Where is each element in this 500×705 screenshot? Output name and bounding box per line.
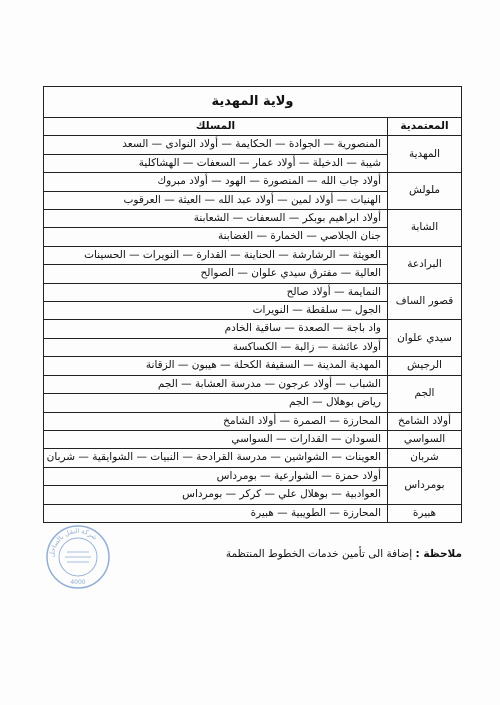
table-row — [44, 210, 462, 228]
delegation-cell: سيدي علوان — [388, 320, 462, 357]
route-cell: العالية — مفترق سيدي علوان — الصوالح — [44, 265, 388, 283]
delegation-cell: المهدية — [388, 136, 462, 173]
delegation-cell: الجم — [388, 375, 462, 412]
header-delegation: المعتمدية — [388, 118, 462, 136]
route-cell: أولاد جاب الله — المنصورة — الهود — أولاد مبروك — [44, 173, 388, 191]
delegation-cell: أولاد الشامخ — [388, 412, 462, 430]
route-cell: العويثة — الرشارشة — الحناينة — القدارة — النويرات — الحسينات — [44, 246, 388, 264]
route-cell: السودان — القدارات — السواسي — [44, 430, 388, 448]
delegation-cell: هبيرة — [388, 504, 462, 522]
table-row — [44, 467, 462, 485]
note-text: إضافة الى تأمين خدمات الخطوط المنتظمة — [225, 548, 413, 560]
table-row — [44, 136, 462, 154]
route-cell: النمايمة — أولاد صالح — [44, 283, 388, 301]
table-row — [44, 320, 462, 338]
route-cell: شيبة — الدخيلة — أولاد عمار — السعفات — الهشاكلية — [44, 154, 388, 172]
route-cell: أولاد عائشة — زالبة — الكساكسة — [44, 338, 388, 356]
table-row — [44, 449, 462, 467]
delegation-cell: الشابة — [388, 210, 462, 247]
table-row — [44, 504, 462, 522]
table-row — [44, 173, 462, 191]
delegation-cell: الرجيش — [388, 357, 462, 375]
company-stamp — [45, 524, 111, 590]
route-cell: الهنيات — أولاد لمين — أولاد عبد الله — العيثة — العرقوب — [44, 191, 388, 209]
delegation-cell: السواسي — [388, 430, 462, 448]
note — [190, 548, 462, 560]
delegation-cell: قصور الساف — [388, 283, 462, 320]
route-cell: أولاد ابراهيم بوبكر — السعفات — الشعابنة — [44, 210, 388, 228]
table-row — [44, 246, 462, 264]
delegation-cell: بومرداس — [388, 467, 462, 504]
header-route: المسلك — [44, 118, 388, 136]
routes-table — [43, 86, 462, 523]
table-title: ولاية المهدية — [44, 87, 462, 118]
route-cell: أولاد حمزة — الشوارعية — بومرداس — [44, 467, 388, 485]
route-cell: المهدية المدينة — السقيفة الكحلة — هيبون — الزقانة — [44, 357, 388, 375]
route-cell: المحارزة — الصمرة — أولاد الشامخ — [44, 412, 388, 430]
table-row — [44, 430, 462, 448]
header-row — [44, 118, 462, 136]
table-row — [44, 283, 462, 301]
route-cell: واد باجة — الصعدة — ساقية الخادم — [44, 320, 388, 338]
route-cell: رياض بوهلال — الجم — [44, 394, 388, 412]
route-cell: الجول — سلقطة — النويرات — [44, 302, 388, 320]
route-cell: الشباب — أولاد عرجون — مدرسة العشابة — الجم — [44, 375, 388, 393]
route-cell: العوادبية — بوهلال علي — كركر — بومرداس — [44, 486, 388, 504]
delegation-cell: ملولش — [388, 173, 462, 210]
table-row — [44, 412, 462, 430]
stamp-number: 4000 — [70, 579, 86, 586]
route-cell: المنصورية — الجوادة — الحكايمة — أولاد النوادى — السعد — [44, 136, 388, 154]
route-cell: العوينات — الشواشين — مدرسة القرادحة — النبيات — الشوايقية — شربان — [44, 449, 388, 467]
note-label: ملاحظة : — [415, 548, 462, 560]
delegation-cell: البرادعة — [388, 246, 462, 283]
stamp-text: شركة النقل بالساحل — [47, 526, 99, 558]
route-cell: المحارزة — الطويبية — هبيرة — [44, 504, 388, 522]
svg-text:شركة النقل بالساحل — [48, 527, 99, 557]
delegation-cell: شربان — [388, 449, 462, 467]
table-row — [44, 357, 462, 375]
route-cell: جنان الجلاصي — الخمارة — الغضابنة — [44, 228, 388, 246]
table-row — [44, 375, 462, 393]
title-row — [44, 87, 462, 118]
